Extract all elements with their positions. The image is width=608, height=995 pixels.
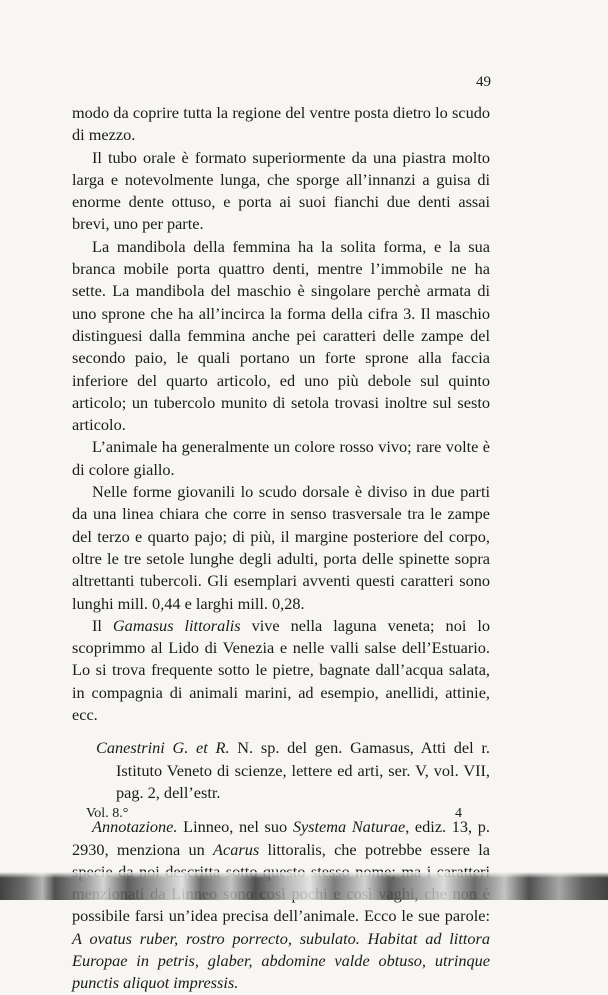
text-segment: littoralis, che potrebbe essere la possibile farsi un’idea precisa dell’animale. Ecco le sue parole: — [72, 839, 490, 926]
text-paragraph — [72, 816, 490, 994]
text-segment: Linneo, nel suo — [177, 817, 293, 837]
text-segment: Il tubo orale è formato superiormente da una piastra molto larga e notevolmente lunga, che sporge all’innanzi a guisa di enorme dente ottuso, e porta ai suoi fianchi due denti assai brevi, uno per parte. — [72, 147, 490, 234]
text-paragraph — [72, 481, 490, 615]
text-segment: vive nella laguna veneta; noi lo scoprimmo al Lido di Venezia e nelle valli salse dell’Estuario. Lo si trova frequente sotto le pietre, bagnate dall’acqua salata, in compagnia di animali marini, ad esempio, anellidi, attinie, ecc. — [72, 615, 491, 725]
text-segment: modo da coprire tutta la regione del ventre posta dietro lo scudo di mezzo. — [72, 103, 490, 145]
italic-text-segment: Canestrini G. et R. — [96, 738, 230, 758]
text-paragraph — [72, 147, 490, 236]
italic-text-segment: Systema Naturae — [292, 817, 406, 837]
text-paragraph — [72, 102, 490, 147]
text-segment: N. sp. del gen. Gamasus, Atti del r. Istituto Veneto di scienze, lettere ed arti, ser. V, vol. VII, pag. 2, dell’estr. — [116, 738, 490, 802]
page-number: 49 — [476, 74, 491, 90]
text-segment: Il — [92, 615, 113, 635]
italic-text-segment: Gamasus littoralis — [112, 615, 241, 635]
volume-label: Vol. 8.° — [86, 806, 129, 821]
body-text — [72, 102, 490, 995]
text-segment: L’animale ha generalmente un colore rosso vivo; rare volte è di colore giallo. — [72, 437, 490, 479]
scan-edge-strip — [0, 872, 608, 900]
text-paragraph — [72, 436, 490, 481]
text-segment: , ediz. 13, p. 2930, menziona un — [72, 817, 491, 859]
text-segment: La mandibola della femmina ha la solita forma, e la sua branca mobile porta quattro denti, mentre l’immobile ne ha sette. La mandibola del maschio è singolare perchè armata di uno sprone che ha all’incirca la forma della cifra 3. Il maschio distinguesi dalla femmina anche pei caratteri delle zampe del secondo paio, le quali portano un forte sprone alla faccia inferiore del quarto articolo, ed uno più debole sul quinto articolo; un tubercolo munito di setola trovasi inoltre sul sesto articolo. — [72, 236, 490, 435]
italic-text-segment: A ovatus ruber, rostro porrecto, subulato. Habitat ad littora Europae in petris, glaber, abdomine valde obtuso, utrinque punctis aliquot impressis. — [72, 928, 490, 993]
text-paragraph — [72, 615, 490, 726]
italic-text-segment: Acarus — [213, 839, 260, 859]
citation-paragraph — [72, 737, 490, 804]
text-segment: Nelle forme giovanili lo scudo dorsale è diviso in due parti da una linea chiara che corre in senso trasversale tra le zampe del terzo e quarto pajo; di più, il margine posteriore del corpo, oltre le tre setole lunghe degli adulti, porta delle spinette sopra altrettanti tubercoli. Gli esemplari avventi questi caratteri sono lunghi mill. 0,44 e larghi mill. 0,28. — [72, 482, 490, 613]
signature-mark: 4 — [455, 806, 462, 821]
italic-text-segment: Annotazione. — [92, 817, 178, 837]
text-paragraph — [72, 236, 490, 437]
